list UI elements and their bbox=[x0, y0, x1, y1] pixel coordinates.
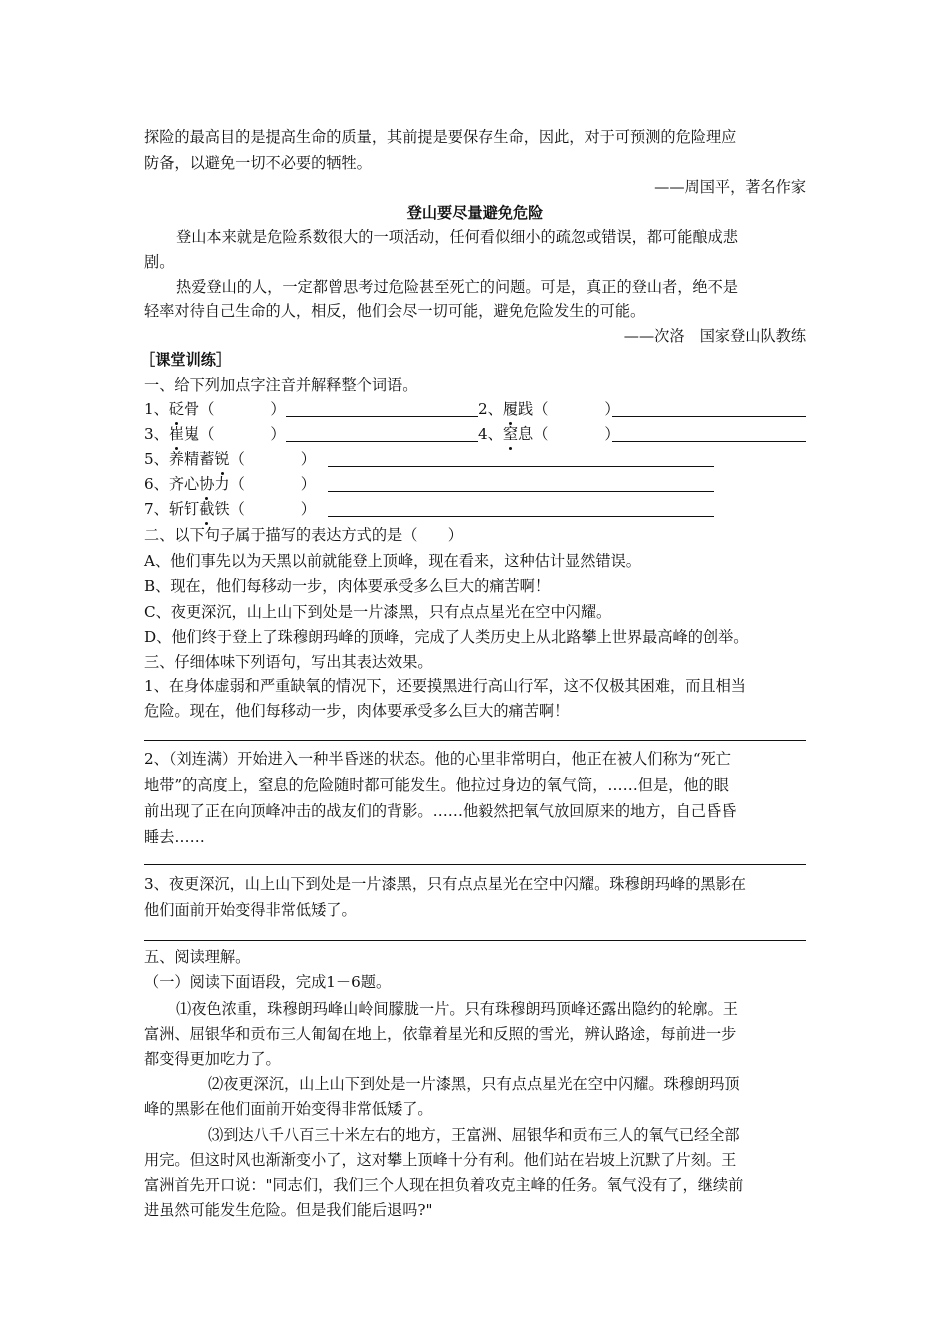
quote2-p1-line1: 登山本来就是危险系数很大的一项活动，任何看似细小的疏忽或错误，都可能酿成悲 bbox=[176, 228, 738, 246]
quote1-line2: 防备，以避免一切不必要的牺牲。 bbox=[144, 154, 372, 172]
q2-heading: 二、以下句子属于描写的表达方式的是（ ） bbox=[144, 526, 463, 544]
q5-sub: （一）阅读下面语段，完成1－6题。 bbox=[144, 973, 392, 991]
dotted-char: 砭 bbox=[169, 396, 184, 422]
dotted-char: 锐 bbox=[214, 446, 229, 472]
answer-line-1[interactable] bbox=[286, 416, 478, 417]
answer-line-5[interactable] bbox=[328, 466, 714, 467]
q3-item3-line1: 3、夜更深沉，山上山下到处是一片漆黑，只有点点星光在空中闪耀。珠穆朗玛峰的黑影在 bbox=[144, 875, 746, 893]
q1-item-2: 2、履践（ ） bbox=[478, 396, 620, 422]
answer-line-2[interactable] bbox=[612, 416, 806, 417]
q1-item-5: 5、养精蓄锐（ ） bbox=[144, 446, 316, 472]
quote1-line1: 探险的最高目的是提高生命的质量，其前提是要保存生命，因此，对于可预测的危险理应 bbox=[144, 128, 737, 146]
q3-item2-line2: 地带”的高度上，窒息的危险随时都可能发生。他拉过身边的氧气筒，……但是，他的眼 bbox=[144, 776, 729, 794]
quote2-p2-line1: 热爱登山的人，一定都曾思考过危险甚至死亡的问题。可是，真正的登山者，绝不是 bbox=[176, 278, 738, 296]
training-heading: ［课堂训练］ bbox=[140, 351, 232, 369]
q3-item1-line2: 危险。现在，他们每移动一步，肉体要承受多么巨大的痛苦啊！ bbox=[144, 702, 570, 720]
q5-heading: 五、阅读理解。 bbox=[144, 948, 251, 966]
q3-item2-line1: 2、（刘连满）开始进入一种半昏迷的状态。他的心里非常明白，他正在被人们称为“死亡 bbox=[144, 750, 731, 768]
dotted-char: 协 bbox=[199, 471, 214, 497]
q1-item-6: 6、齐心协力（ ） bbox=[144, 471, 316, 497]
q1-item-4: 4、窒息（ ） bbox=[478, 421, 620, 447]
q3-item2-line4: 睡去…… bbox=[144, 828, 205, 846]
q2-option-b: B、现在，他们每移动一步，肉体要承受多么巨大的痛苦啊！ bbox=[144, 577, 551, 595]
passage-p3-line3: 富洲首先开口说："同志们，我们三个人现在担负着攻克主峰的任务。氧气没有了，继续前 bbox=[144, 1176, 744, 1194]
quote2-p1-line2: 剧。 bbox=[144, 253, 175, 271]
dotted-char: 履 bbox=[503, 396, 518, 422]
passage-p1-line1: ⑴夜色浓重，珠穆朗玛峰山岭间朦胧一片。只有珠穆朗玛顶峰还露出隐约的轮廓。王 bbox=[176, 1000, 738, 1018]
passage-p2-line1: ⑵夜更深沉，山上山下到处是一片漆黑，只有点点星光在空中闪耀。珠穆朗玛顶 bbox=[208, 1075, 740, 1093]
section-title: 登山要尽量避免危险 bbox=[406, 204, 544, 222]
q2-option-a: A、他们事先以为天黑以前就能登上顶峰，现在看来，这种估计显然错误。 bbox=[144, 552, 641, 570]
passage-p2-line2: 峰的黑影在他们面前开始变得非常低矮了。 bbox=[144, 1100, 433, 1118]
quote2-p2-line2: 轻率对待自己生命的人，相反，他们会尽一切可能，避免危险发生的可能。 bbox=[144, 302, 646, 320]
q1-item-7: 7、斩钉截铁（ ） bbox=[144, 496, 316, 522]
q2-option-d: D、他们终于登上了珠穆朗玛峰的顶峰，完成了人类历史上从北路攀上世界最高峰的创举。 bbox=[144, 628, 749, 646]
answer-line-6[interactable] bbox=[328, 491, 714, 492]
dotted-char: 截 bbox=[199, 496, 214, 522]
passage-p1-line3: 都变得更加吃力了。 bbox=[144, 1050, 281, 1068]
passage-p3-line2: 用完。但这时风也渐渐变小了，这对攀上顶峰十分有利。他们站在岩坡上沉默了片刻。王 bbox=[144, 1151, 737, 1169]
dotted-char: 崔 bbox=[169, 421, 184, 447]
q1-item-3: 3、崔嵬（ ） bbox=[144, 421, 286, 447]
passage-p3-line1: ⑶到达八千八百三十米左右的地方，王富洲、屈银华和贡布三人的氧气已经全部 bbox=[208, 1126, 740, 1144]
passage-p3-line4: 进虽然可能发生危险。但是我们能后退吗?" bbox=[144, 1201, 433, 1219]
answer-line-3[interactable] bbox=[286, 441, 478, 442]
answer-line-q3-2[interactable] bbox=[144, 864, 806, 865]
q3-item3-line2: 他们面前开始变得非常低矮了。 bbox=[144, 901, 357, 919]
answer-line-4[interactable] bbox=[612, 441, 806, 442]
q1-heading: 一、给下列加点字注音并解释整个词语。 bbox=[144, 376, 418, 394]
q3-item2-line3: 前出现了正在向顶峰冲击的战友们的背影。……他毅然把氧气放回原来的地方，自己昏昏 bbox=[144, 802, 737, 820]
q3-item1-line1: 1、在身体虚弱和严重缺氧的情况下，还要摸黑进行高山行军，这不仅极其困难，而且相当 bbox=[144, 677, 746, 695]
passage-p1-line2: 富洲、屈银华和贡布三人匍匐在地上，依靠着星光和反照的雪光，辨认路途，每前进一步 bbox=[144, 1025, 737, 1043]
quote1-author: ——周国平，著名作家 bbox=[654, 178, 806, 196]
q3-heading: 三、仔细体味下列语句，写出其表达效果。 bbox=[144, 653, 433, 671]
q2-option-c: C、夜更深沉，山上山下到处是一片漆黑，只有点点星光在空中闪耀。 bbox=[144, 603, 612, 621]
answer-line-q3-3[interactable] bbox=[144, 940, 806, 941]
quote2-author: ——次洛 国家登山队教练 bbox=[623, 327, 806, 345]
q1-item-1: 1、砭骨（ ） bbox=[144, 396, 286, 422]
answer-line-7[interactable] bbox=[328, 516, 714, 517]
dotted-char: 窒 bbox=[503, 421, 518, 447]
answer-line-q3-1[interactable] bbox=[144, 740, 806, 741]
